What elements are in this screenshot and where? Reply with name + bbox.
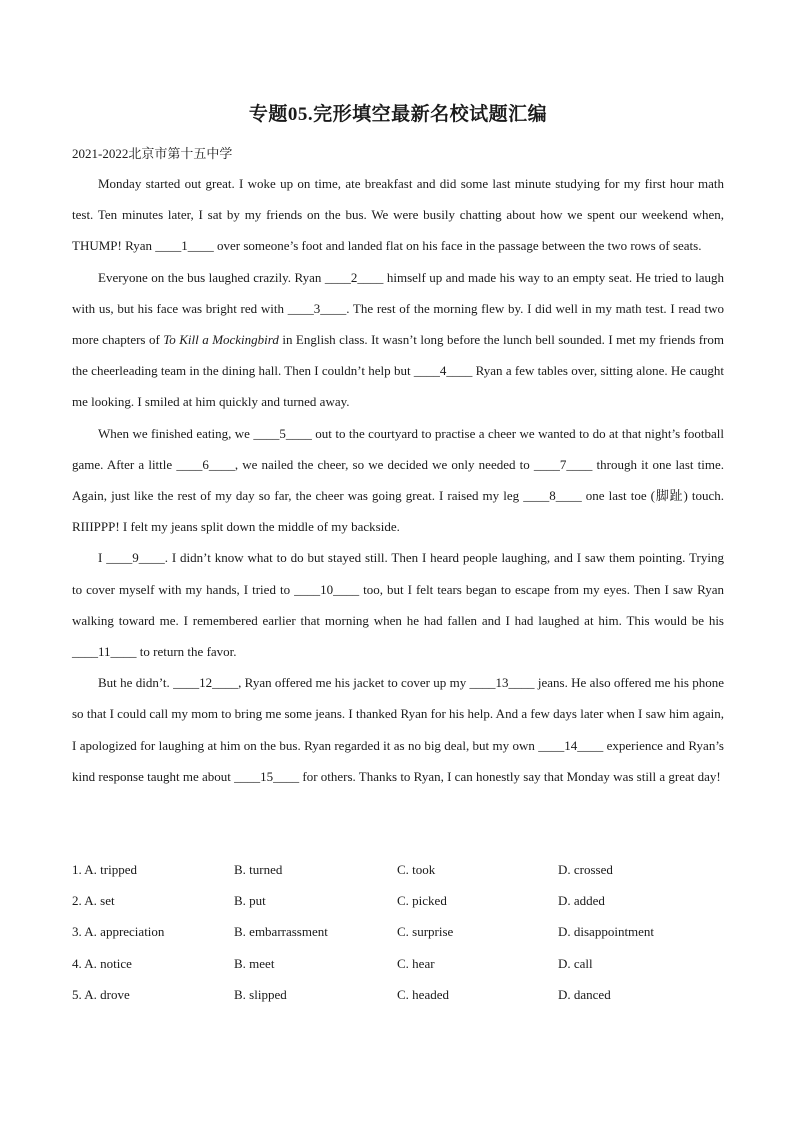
blank-2: ____2____ (324, 269, 384, 285)
blank-1: ____1____ (155, 238, 214, 254)
option-b: B. put (234, 893, 266, 909)
blank-4: ____4____ (413, 363, 473, 379)
option-b: B. embarrassment (234, 924, 328, 940)
text-run: too, but I felt tears began to escape from my eyes. Then I saw Ryan walking toward me. I remembered earlier that morning when he had fallen and I had laughed at him. This would be his (72, 581, 724, 628)
blank-13: ____13____ (469, 675, 535, 691)
text-run: one last toe (脚趾) touch. RIIIPPP! I felt my jeans split down the middle of my backside. (72, 488, 725, 535)
answer-options (72, 854, 724, 1010)
text-run: through it one last time. Again, just like the rest of my day so far, the cheer was going great. I raised my leg (72, 456, 725, 504)
blank-7: ____7____ (533, 456, 593, 472)
text-run: . The rest of the morning flew by. I did well in my math test. I read two more chapters of (72, 300, 724, 348)
blank-9: ____9____ (106, 550, 165, 566)
option-b: B. meet (234, 955, 275, 971)
cloze-passage (72, 168, 724, 792)
text-run: , Ryan offered me his jacket to cover up my (238, 675, 470, 691)
blank-8: ____8____ (523, 488, 582, 504)
text-run: When we finished eating, we (98, 425, 254, 441)
question-row-1 (72, 854, 724, 885)
paragraph-3 (72, 418, 724, 543)
text-run: Everyone on the bus laughed crazily. Ryan (98, 269, 325, 285)
option-a: 3. A. appreciation (72, 924, 165, 940)
book-title: To Kill a Mockingbird (163, 332, 279, 348)
option-d: D. added (558, 893, 605, 909)
text-run: in English class. It wasn’t long before the lunch bell sounded. I met my friends from the cheerleading team in the dining hall. Then I couldn’t help but (72, 332, 724, 379)
blank-10: ____10____ (294, 581, 360, 597)
option-b: B. slipped (234, 986, 287, 1002)
option-d: D. call (558, 955, 593, 971)
option-c: C. picked (397, 893, 447, 909)
option-c: C. surprise (397, 924, 454, 940)
blank-5: ____5____ (253, 425, 312, 441)
paragraph-5 (72, 667, 724, 792)
blank-6: ____6____ (176, 456, 235, 472)
option-b: B. turned (234, 862, 283, 877)
text-run: , we nailed the cheer, so we decided we only needed to (234, 456, 534, 472)
source-label: 2021-2022北京市第十五中学 (72, 146, 233, 161)
option-c: C. hear (397, 955, 435, 971)
blank-11: ____11____ (72, 644, 137, 660)
text-run: to return the favor. (136, 644, 237, 660)
text-run: out to the courtyard to practise a cheer we wanted to do at that night’s football game. After a little (72, 425, 724, 472)
text-run: . I didn’t know what to do but stayed still. Then I heard people laughing, and I saw them pointing. Trying to cover myself with my hands, I tried to (72, 550, 724, 597)
page-title: 专题05.完形填空最新名校试题汇编 (248, 104, 548, 125)
paragraph-4 (72, 542, 724, 667)
blank-15: ____15____ (234, 768, 300, 784)
text-run: Monday started out great. I woke up on time, ate breakfast and did some last minute studying for my first hour math test. Ten minutes later, I sat by my friends on the bus. We were busily chatting about how we spent our weekend when, THUMP! Ryan (72, 176, 724, 254)
option-d: D. crossed (558, 862, 613, 877)
text-run: jeans. He also offered me his phone so that I could call my mom to bring me some jeans. I thanked Ryan for his help. And a few days later when I saw him again, I apologized for laughing at him on the bus. Ryan regarded it as no big deal, but my own (72, 675, 724, 753)
option-d: D. danced (558, 986, 611, 1002)
text-run: Ryan a few tables over, sitting alone. He caught me looking. I smiled at him quickly and turned away. (72, 363, 724, 410)
paragraph-1 (72, 168, 724, 262)
text-run: experience and Ryan’s kind response taught me about (72, 737, 724, 784)
option-a: 2. A. set (72, 893, 115, 909)
text-run: I (98, 550, 107, 566)
question-row-4 (72, 948, 724, 979)
option-d: D. disappointment (558, 924, 655, 940)
text-run: himself up and made his way to an empty seat. He tried to laugh with us, but his face was bright red with (72, 269, 724, 316)
blank-3: ____3____ (287, 300, 347, 316)
text-run: over someone’s foot and landed flat on his face in the passage between the two rows of seats. (213, 238, 702, 254)
option-c: C. took (397, 862, 436, 877)
paragraph-2 (72, 262, 724, 418)
question-row-3 (72, 916, 724, 947)
option-a: 1. A. tripped (72, 862, 137, 877)
option-a: 4. A. notice (72, 955, 132, 971)
text-run: for others. Thanks to Ryan, I can honestly say that Monday was still a great day! (299, 768, 721, 784)
blank-14: ____14____ (538, 737, 604, 753)
option-c: C. headed (397, 986, 449, 1002)
question-row-2 (72, 885, 724, 916)
blank-12: ____12____ (173, 675, 239, 691)
question-row-5 (72, 979, 724, 1010)
option-a: 5. A. drove (72, 986, 130, 1002)
text-run: But he didn’t. (98, 675, 174, 691)
